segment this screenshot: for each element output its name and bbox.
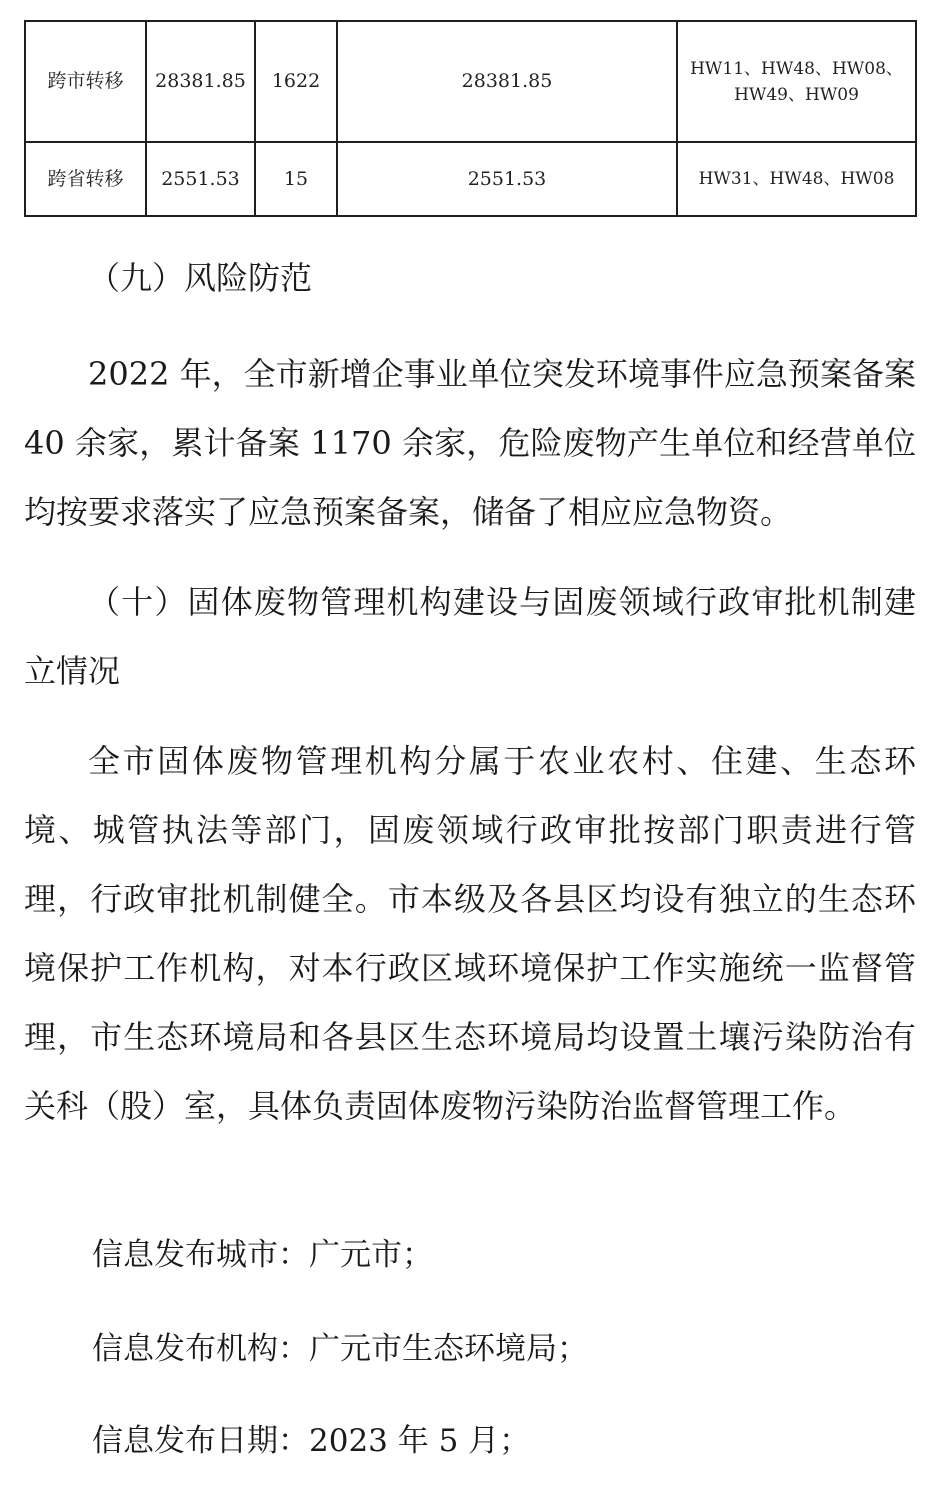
waste-codes-line: HW49、HW09 [734, 84, 859, 105]
publish-date: 信息发布日期：2023 年 5 月； [92, 1423, 531, 1459]
waste-codes-line: HW31、HW48、HW08 [698, 169, 895, 189]
table-row [25, 142, 916, 216]
amount-cell: 2551.53 [146, 142, 255, 216]
transfer-type-cell: 跨省转移 [25, 142, 146, 216]
management-paragraph: 全市固体废物管理机构分属于农业农村、住建、生态环境、城管执法等部门，固废领域行政审批按部门职责进行管理，行政审批机制健全。市本级及各县区均设有独立的生态环境保护工作机构，对本行政区域环境保护工作实施统一监督管理，市生态环境局和各县区生态环境局均设置土壤污染防治有关科（股）室，具体负责固体废物污染防治监督管理工作。 [24, 742, 916, 1125]
handled-amount-cell: 2551.53 [337, 142, 677, 216]
transfer-type-cell: 跨市转移 [25, 21, 146, 142]
publish-city: 信息发布城市：广元市； [92, 1237, 433, 1273]
waste-codes-line: HW11、HW48、HW08、 [690, 58, 903, 79]
handled-amount-cell: 28381.85 [337, 21, 677, 142]
risk-paragraph: 2022 年，全市新增企事业单位突发环境事件应急预案备案 40 余家，累计备案 1170 余家，危险废物产生单位和经营单位均按要求落实了应急预案备案，储备了相应应急物资。 [24, 355, 916, 531]
section-heading-risk: （九）风险防范 [88, 259, 313, 297]
waste-codes-cell [677, 142, 916, 216]
count-cell: 15 [255, 142, 337, 216]
waste-transfer-table [24, 20, 917, 217]
amount-cell: 28381.85 [146, 21, 255, 142]
section-heading-management: （十）固体废物管理机构建设与固废领域行政审批机制建立情况 [24, 583, 916, 690]
waste-codes-cell [677, 21, 916, 142]
count-cell: 1622 [255, 21, 337, 142]
publish-agency: 信息发布机构：广元市生态环境局； [92, 1331, 588, 1367]
table-row [25, 21, 916, 142]
